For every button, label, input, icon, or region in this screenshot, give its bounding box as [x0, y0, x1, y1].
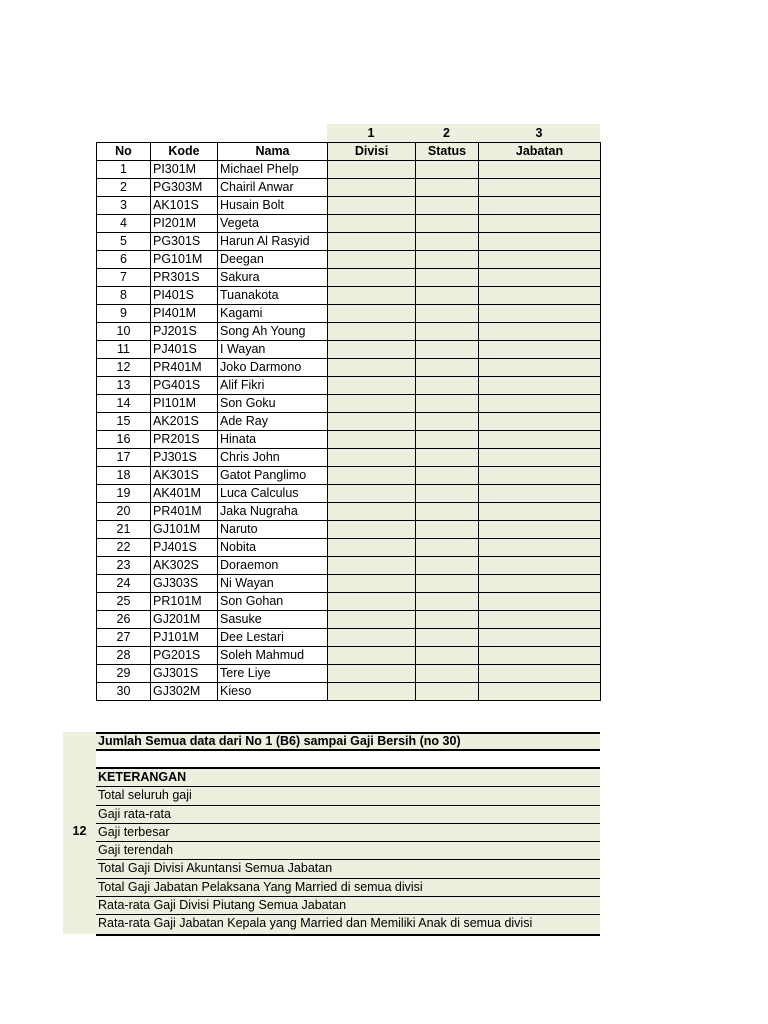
cell-nama[interactable]: Doraemon — [218, 557, 328, 575]
cell-status[interactable] — [416, 251, 479, 269]
cell-jabatan[interactable] — [479, 575, 601, 593]
cell-nama[interactable]: Son Goku — [218, 395, 328, 413]
cell-kode[interactable]: GJ101M — [151, 521, 218, 539]
cell-kode[interactable]: PJ201S — [151, 323, 218, 341]
header-jabatan[interactable]: Jabatan — [479, 143, 601, 161]
cell-divisi[interactable] — [328, 251, 416, 269]
cell-kode[interactable]: PJ301S — [151, 449, 218, 467]
cell-nama[interactable]: Tuanakota — [218, 287, 328, 305]
cell-kode[interactable]: PG301S — [151, 233, 218, 251]
cell-kode[interactable]: PJ401S — [151, 539, 218, 557]
cell-kode[interactable]: PG401S — [151, 377, 218, 395]
cell-no[interactable]: 4 — [97, 215, 151, 233]
cell-status[interactable] — [416, 539, 479, 557]
cell-kode[interactable]: AK101S — [151, 197, 218, 215]
cell-no[interactable]: 13 — [97, 377, 151, 395]
cell-no[interactable]: 27 — [97, 629, 151, 647]
cell-no[interactable]: 2 — [97, 179, 151, 197]
cell-divisi[interactable] — [328, 323, 416, 341]
cell-jabatan[interactable] — [479, 449, 601, 467]
cell-divisi[interactable] — [328, 269, 416, 287]
cell-nama[interactable]: Soleh Mahmud — [218, 647, 328, 665]
cell-nama[interactable]: Joko Darmono — [218, 359, 328, 377]
cell-divisi[interactable] — [328, 161, 416, 179]
cell-kode[interactable]: PI201M — [151, 215, 218, 233]
cell-kode[interactable]: GJ302M — [151, 683, 218, 701]
side-label: 12 — [72, 824, 87, 838]
column-number-1: 1 — [367, 126, 375, 140]
table-row — [97, 647, 601, 665]
cell-status[interactable] — [416, 377, 479, 395]
cell-jabatan[interactable] — [479, 233, 601, 251]
cell-jabatan[interactable] — [479, 341, 601, 359]
cell-divisi[interactable] — [328, 179, 416, 197]
cell-nama[interactable]: Luca Calculus — [218, 485, 328, 503]
cell-kode[interactable]: PR401M — [151, 503, 218, 521]
cell-divisi[interactable] — [328, 359, 416, 377]
keterangan-item[interactable]: Total Gaji Jabatan Pelaksana Yang Married di semua divisi — [96, 879, 600, 897]
cell-jabatan[interactable] — [479, 269, 601, 287]
table-row — [97, 467, 601, 485]
keterangan-block — [96, 767, 600, 936]
cell-no[interactable]: 25 — [97, 593, 151, 611]
cell-nama[interactable]: Husain Bolt — [218, 197, 328, 215]
table-row — [97, 251, 601, 269]
cell-status[interactable] — [416, 395, 479, 413]
cell-no[interactable]: 29 — [97, 665, 151, 683]
cell-jabatan[interactable] — [479, 413, 601, 431]
cell-divisi[interactable] — [328, 557, 416, 575]
cell-no[interactable]: 7 — [97, 269, 151, 287]
table-row — [97, 557, 601, 575]
cell-jabatan[interactable] — [479, 467, 601, 485]
column-number-row — [327, 124, 600, 143]
cell-nama[interactable]: Kieso — [218, 683, 328, 701]
summary-row[interactable]: Jumlah Semua data dari No 1 (B6) sampai Gaji Bersih (no 30) — [96, 732, 600, 751]
cell-nama[interactable]: Dee Lestari — [218, 629, 328, 647]
cell-jabatan[interactable] — [479, 395, 601, 413]
cell-jabatan[interactable] — [479, 611, 601, 629]
cell-kode[interactable]: PJ401S — [151, 341, 218, 359]
cell-divisi[interactable] — [328, 467, 416, 485]
keterangan-item[interactable]: Total Gaji Divisi Akuntansi Semua Jabatan — [96, 860, 600, 878]
cell-kode[interactable]: PI101M — [151, 395, 218, 413]
cell-jabatan[interactable] — [479, 305, 601, 323]
cell-jabatan[interactable] — [479, 377, 601, 395]
table-row — [97, 215, 601, 233]
cell-nama[interactable]: Sakura — [218, 269, 328, 287]
cell-no[interactable]: 20 — [97, 503, 151, 521]
table-row — [97, 233, 601, 251]
cell-nama[interactable]: Son Gohan — [218, 593, 328, 611]
cell-status[interactable] — [416, 503, 479, 521]
cell-kode[interactable]: PG101M — [151, 251, 218, 269]
cell-nama[interactable]: Alif Fikri — [218, 377, 328, 395]
cell-kode[interactable]: AK302S — [151, 557, 218, 575]
cell-divisi[interactable] — [328, 197, 416, 215]
cell-jabatan[interactable] — [479, 287, 601, 305]
cell-nama[interactable]: Chairil Anwar — [218, 179, 328, 197]
cell-no[interactable]: 23 — [97, 557, 151, 575]
cell-divisi[interactable] — [328, 575, 416, 593]
table-row — [97, 485, 601, 503]
cell-nama[interactable]: Deegan — [218, 251, 328, 269]
cell-kode[interactable]: GJ201M — [151, 611, 218, 629]
cell-status[interactable] — [416, 575, 479, 593]
cell-divisi[interactable] — [328, 683, 416, 701]
cell-no[interactable]: 22 — [97, 539, 151, 557]
cell-kode[interactable]: PI401S — [151, 287, 218, 305]
cell-no[interactable]: 19 — [97, 485, 151, 503]
header-status[interactable]: Status — [416, 143, 479, 161]
keterangan-item[interactable]: Total seluruh gaji — [96, 787, 600, 805]
table-row — [97, 593, 601, 611]
cell-divisi[interactable] — [328, 377, 416, 395]
cell-divisi[interactable] — [328, 629, 416, 647]
cell-divisi[interactable] — [328, 431, 416, 449]
header-row — [97, 143, 601, 161]
cell-kode[interactable]: AK201S — [151, 413, 218, 431]
column-number-2: 2 — [443, 126, 450, 140]
table-row — [97, 341, 601, 359]
keterangan-item[interactable]: Rata-rata Gaji Divisi Piutang Semua Jabatan — [96, 897, 600, 915]
keterangan-item[interactable]: Rata-rata Gaji Jabatan Kepala yang Married dan Memiliki Anak di semua divisi — [96, 915, 600, 933]
cell-nama[interactable]: Nobita — [218, 539, 328, 557]
table-row — [97, 539, 601, 557]
cell-no[interactable]: 10 — [97, 323, 151, 341]
cell-kode[interactable]: AK301S — [151, 467, 218, 485]
cell-nama[interactable]: Ni Wayan — [218, 575, 328, 593]
cell-status[interactable] — [416, 305, 479, 323]
cell-jabatan[interactable] — [479, 629, 601, 647]
cell-nama[interactable]: Sasuke — [218, 611, 328, 629]
cell-status[interactable] — [416, 197, 479, 215]
column-number-3: 3 — [535, 126, 543, 140]
table-row — [97, 197, 601, 215]
table-row — [97, 449, 601, 467]
cell-jabatan[interactable] — [479, 431, 601, 449]
cell-kode[interactable]: PR201S — [151, 431, 218, 449]
cell-jabatan[interactable] — [479, 683, 601, 701]
cell-no[interactable]: 12 — [97, 359, 151, 377]
table-row — [97, 413, 601, 431]
cell-jabatan[interactable] — [479, 197, 601, 215]
cell-status[interactable] — [416, 287, 479, 305]
header-nama[interactable]: Nama — [218, 143, 328, 161]
table-row — [97, 161, 601, 179]
cell-status[interactable] — [416, 593, 479, 611]
cell-nama[interactable]: Tere Liye — [218, 665, 328, 683]
cell-divisi[interactable] — [328, 449, 416, 467]
cell-divisi[interactable] — [328, 593, 416, 611]
cell-kode[interactable]: AK401M — [151, 485, 218, 503]
cell-nama[interactable]: Hinata — [218, 431, 328, 449]
cell-jabatan[interactable] — [479, 521, 601, 539]
cell-kode[interactable]: PR301S — [151, 269, 218, 287]
table-row — [97, 377, 601, 395]
cell-divisi[interactable] — [328, 485, 416, 503]
cell-divisi[interactable] — [328, 611, 416, 629]
cell-status[interactable] — [416, 323, 479, 341]
table-row — [97, 629, 601, 647]
cell-kode[interactable]: PR401M — [151, 359, 218, 377]
cell-nama[interactable]: Chris John — [218, 449, 328, 467]
cell-divisi[interactable] — [328, 395, 416, 413]
keterangan-item[interactable]: Gaji terendah — [96, 842, 600, 860]
table-row — [97, 503, 601, 521]
cell-nama[interactable]: Harun Al Rasyid — [218, 233, 328, 251]
cell-status[interactable] — [416, 665, 479, 683]
table-row — [97, 611, 601, 629]
cell-status[interactable] — [416, 161, 479, 179]
cell-status[interactable] — [416, 629, 479, 647]
cell-nama[interactable]: Naruto — [218, 521, 328, 539]
cell-status[interactable] — [416, 269, 479, 287]
cell-divisi[interactable] — [328, 305, 416, 323]
cell-status[interactable] — [416, 557, 479, 575]
cell-nama[interactable]: Song Ah Young — [218, 323, 328, 341]
cell-status[interactable] — [416, 449, 479, 467]
cell-jabatan[interactable] — [479, 161, 601, 179]
cell-status[interactable] — [416, 647, 479, 665]
cell-nama[interactable]: Gatot Panglimo — [218, 467, 328, 485]
cell-divisi[interactable] — [328, 647, 416, 665]
header-divisi[interactable]: Divisi — [328, 143, 416, 161]
table-row — [97, 431, 601, 449]
cell-jabatan[interactable] — [479, 557, 601, 575]
cell-nama[interactable]: Kagami — [218, 305, 328, 323]
cell-jabatan[interactable] — [479, 215, 601, 233]
cell-kode[interactable]: PR101M — [151, 593, 218, 611]
cell-no[interactable]: 3 — [97, 197, 151, 215]
cell-jabatan[interactable] — [479, 179, 601, 197]
cell-nama[interactable]: Michael Phelp — [218, 161, 328, 179]
table-row — [97, 665, 601, 683]
cell-status[interactable] — [416, 215, 479, 233]
keterangan-header[interactable]: KETERANGAN — [96, 769, 600, 787]
cell-status[interactable] — [416, 521, 479, 539]
cell-no[interactable]: 26 — [97, 611, 151, 629]
cell-jabatan[interactable] — [479, 485, 601, 503]
cell-divisi[interactable] — [328, 665, 416, 683]
cell-jabatan[interactable] — [479, 359, 601, 377]
cell-no[interactable]: 28 — [97, 647, 151, 665]
cell-divisi[interactable] — [328, 521, 416, 539]
cell-status[interactable] — [416, 359, 479, 377]
cell-jabatan[interactable] — [479, 503, 601, 521]
cell-jabatan[interactable] — [479, 323, 601, 341]
cell-kode[interactable]: PG201S — [151, 647, 218, 665]
cell-no[interactable]: 8 — [97, 287, 151, 305]
table-row — [97, 521, 601, 539]
cell-no[interactable]: 16 — [97, 431, 151, 449]
cell-divisi[interactable] — [328, 413, 416, 431]
table-row — [97, 269, 601, 287]
cell-divisi[interactable] — [328, 341, 416, 359]
cell-kode[interactable]: PI401M — [151, 305, 218, 323]
table-row — [97, 683, 601, 701]
employee-table — [96, 142, 601, 701]
cell-nama[interactable]: I Wayan — [218, 341, 328, 359]
cell-no[interactable]: 9 — [97, 305, 151, 323]
cell-kode[interactable]: PG303M — [151, 179, 218, 197]
cell-kode[interactable]: GJ301S — [151, 665, 218, 683]
cell-divisi[interactable] — [328, 503, 416, 521]
cell-divisi[interactable] — [328, 215, 416, 233]
cell-status[interactable] — [416, 233, 479, 251]
table-row — [97, 323, 601, 341]
cell-divisi[interactable] — [328, 287, 416, 305]
cell-divisi[interactable] — [328, 539, 416, 557]
cell-jabatan[interactable] — [479, 665, 601, 683]
keterangan-item[interactable]: Gaji rata-rata — [96, 806, 600, 824]
cell-no[interactable]: 17 — [97, 449, 151, 467]
cell-no[interactable]: 21 — [97, 521, 151, 539]
cell-kode[interactable]: PI301M — [151, 161, 218, 179]
header-no[interactable]: No — [97, 143, 151, 161]
table-row — [97, 179, 601, 197]
cell-no[interactable]: 6 — [97, 251, 151, 269]
side-label-cell — [63, 732, 96, 934]
table-row — [97, 395, 601, 413]
cell-status[interactable] — [416, 179, 479, 197]
cell-divisi[interactable] — [328, 233, 416, 251]
cell-status[interactable] — [416, 683, 479, 701]
cell-nama[interactable]: Ade Ray — [218, 413, 328, 431]
cell-status[interactable] — [416, 485, 479, 503]
cell-status[interactable] — [416, 431, 479, 449]
table-row — [97, 287, 601, 305]
cell-nama[interactable]: Vegeta — [218, 215, 328, 233]
table-row — [97, 575, 601, 593]
cell-jabatan[interactable] — [479, 593, 601, 611]
cell-nama[interactable]: Jaka Nugraha — [218, 503, 328, 521]
cell-status[interactable] — [416, 341, 479, 359]
cell-no[interactable]: 18 — [97, 467, 151, 485]
keterangan-item[interactable]: Gaji terbesar — [96, 824, 600, 842]
table-row — [97, 305, 601, 323]
cell-status[interactable] — [416, 413, 479, 431]
cell-no[interactable]: 1 — [97, 161, 151, 179]
cell-status[interactable] — [416, 611, 479, 629]
cell-no[interactable]: 14 — [97, 395, 151, 413]
cell-jabatan[interactable] — [479, 647, 601, 665]
cell-status[interactable] — [416, 467, 479, 485]
cell-no[interactable]: 5 — [97, 233, 151, 251]
cell-no[interactable]: 30 — [97, 683, 151, 701]
cell-jabatan[interactable] — [479, 539, 601, 557]
cell-jabatan[interactable] — [479, 251, 601, 269]
cell-no[interactable]: 24 — [97, 575, 151, 593]
cell-kode[interactable]: GJ303S — [151, 575, 218, 593]
cell-kode[interactable]: PJ101M — [151, 629, 218, 647]
cell-no[interactable]: 11 — [97, 341, 151, 359]
cell-no[interactable]: 15 — [97, 413, 151, 431]
table-row — [97, 359, 601, 377]
header-kode[interactable]: Kode — [151, 143, 218, 161]
